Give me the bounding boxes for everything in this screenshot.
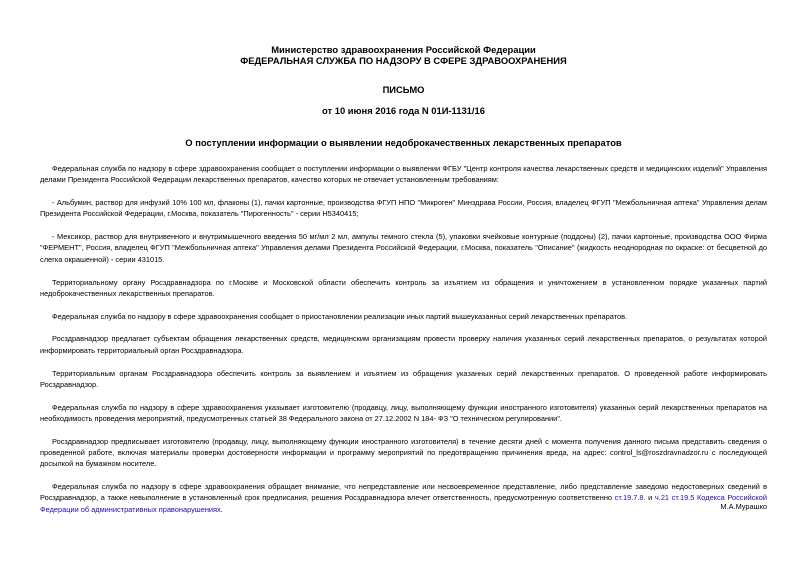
paragraph-manufacturer-measures: Федеральная служба по надзору в сфере здравоохранения указывает изготовителю (продавцу, лицу, выполняющему функции иностранного изготовителя) указанных серий лекарственных препаратов на необходимость проведения мероприятий, предусмотренных статьей 38 Федерального закона от 27.12.2002 N 184- ФЗ "О техническом регулировании". (40, 402, 767, 423)
liability-text: Федеральная служба по надзору в сфере здравоохранения обращает внимание, что непредставление или несвоевременное представление, либо представление заведомо недостоверных сведений в Росздравнадзор, а также невыполнение в установленный срок предписания, решения Росздравнадзора влечет ответственность, предусмотренную соответственно (40, 482, 767, 503)
paragraph-albumin: - Альбумин, раствор для инфузий 10% 100 мл, флаконы (1), пачки картонные, производства ФГУП НПО "Микроген" Минздрава России, Россия, владелец ФГУП "Межбольничная аптека" Управления делам Президента Российской Федерации, г.Москва, показатель "Пирогенность" - серии Н5340415; (40, 198, 767, 219)
document-body (40, 163, 767, 515)
paragraph-intro: Федеральная служба по надзору в сфере здравоохранения сообщает о поступлении информации о выявлении ФГБУ "Центр контроля качества лекарственных средств и медицинских изделий" Управления делами Президента Российской Федерации лекарственных препаратов, качество которых не отвечает установленным требованиям: (40, 164, 767, 185)
paragraph-prescription: Росздравнадзор предписывает изготовителю (продавцу, лицу, выполняющему функции иностранного изготовителя) в течение десяти дней с момента получения данного письма представить сведения о проведенной работе, включая материалы проверки достоверности информации и программу мероприятий по предотвращению причинения вреда, на адрес: control_ls@roszdravnadzor.ru с последующей досылкой на бумажном носителе. (40, 436, 767, 469)
paragraph-mexicor: - Мексикор, раствор для внутривенного и внутримышечного введения 50 мг/мл 2 мл, ампулы темного стекла (5), упаковки ячейковые контурные (поддоны) (2), пачки картонные, производства ООО Фирма "ФЕРМЕНТ", Россия, владелец ФГУП "Межбольничная аптека" Управления делами Президента Российской Федерации, г.Москва, показатель "Описание" (жидкость неоднородная по окраске: от бесцветной до слегка окрашенной) - серии 431015. (40, 232, 767, 264)
paragraph-suspension: Федеральная служба по надзору в сфере здравоохранения сообщает о приостановлении реализации иных партий вышеуказанных серий лекарственных препаратов. (52, 311, 628, 321)
paragraph-territorial-control: Территориальному органу Росздравнадзора по г.Москве и Московской области обеспечить контроль за изъятием из обращения и уничтожением в установленном порядке указанных партий недоброкачественных лекарственных препаратов. (40, 277, 767, 298)
liability-text-end: . (220, 504, 223, 514)
document-header (40, 44, 767, 66)
ministry-name: Министерство здравоохранения Российской Федерации (271, 44, 536, 55)
document-subject: О поступлении информации о выявлении недоброкачественных лекарственных препаратов (185, 137, 622, 148)
liability-text-mid: и (645, 493, 655, 503)
paragraph-withdrawal: Территориальным органам Росздравнадзора обеспечить контроль за выявлением и изъятием из обращения указанных серий лекарственных препаратов. О проведенной работе информировать Росздравнадзор. (40, 368, 767, 389)
agency-name: ФЕДЕРАЛЬНАЯ СЛУЖБА ПО НАДЗОРУ В СФЕРЕ ЗДРАВООХРАНЕНИЯ (240, 55, 567, 66)
signature: М.А.Мурашко (720, 502, 767, 511)
document-date-number: от 10 июня 2016 года N 01И-1131/16 (322, 105, 485, 116)
document-type: ПИСЬМО (382, 84, 425, 95)
link-article-19-5-koap[interactable]: ч.21 ст.19.5 Кодекса Российской Федерации об административных правонарушениях (40, 493, 767, 514)
link-article-19-7-8[interactable]: ст.19.7.8. (614, 493, 646, 503)
paragraph-liability (40, 481, 767, 515)
paragraph-inspection: Росздравнадзор предлагает субъектам обращения лекарственных средств, медицинским организациям провести проверку наличия указанных серий лекарственных препаратов, о результатах которой информировать территориальный орган Росздравнадзора. (40, 334, 767, 355)
